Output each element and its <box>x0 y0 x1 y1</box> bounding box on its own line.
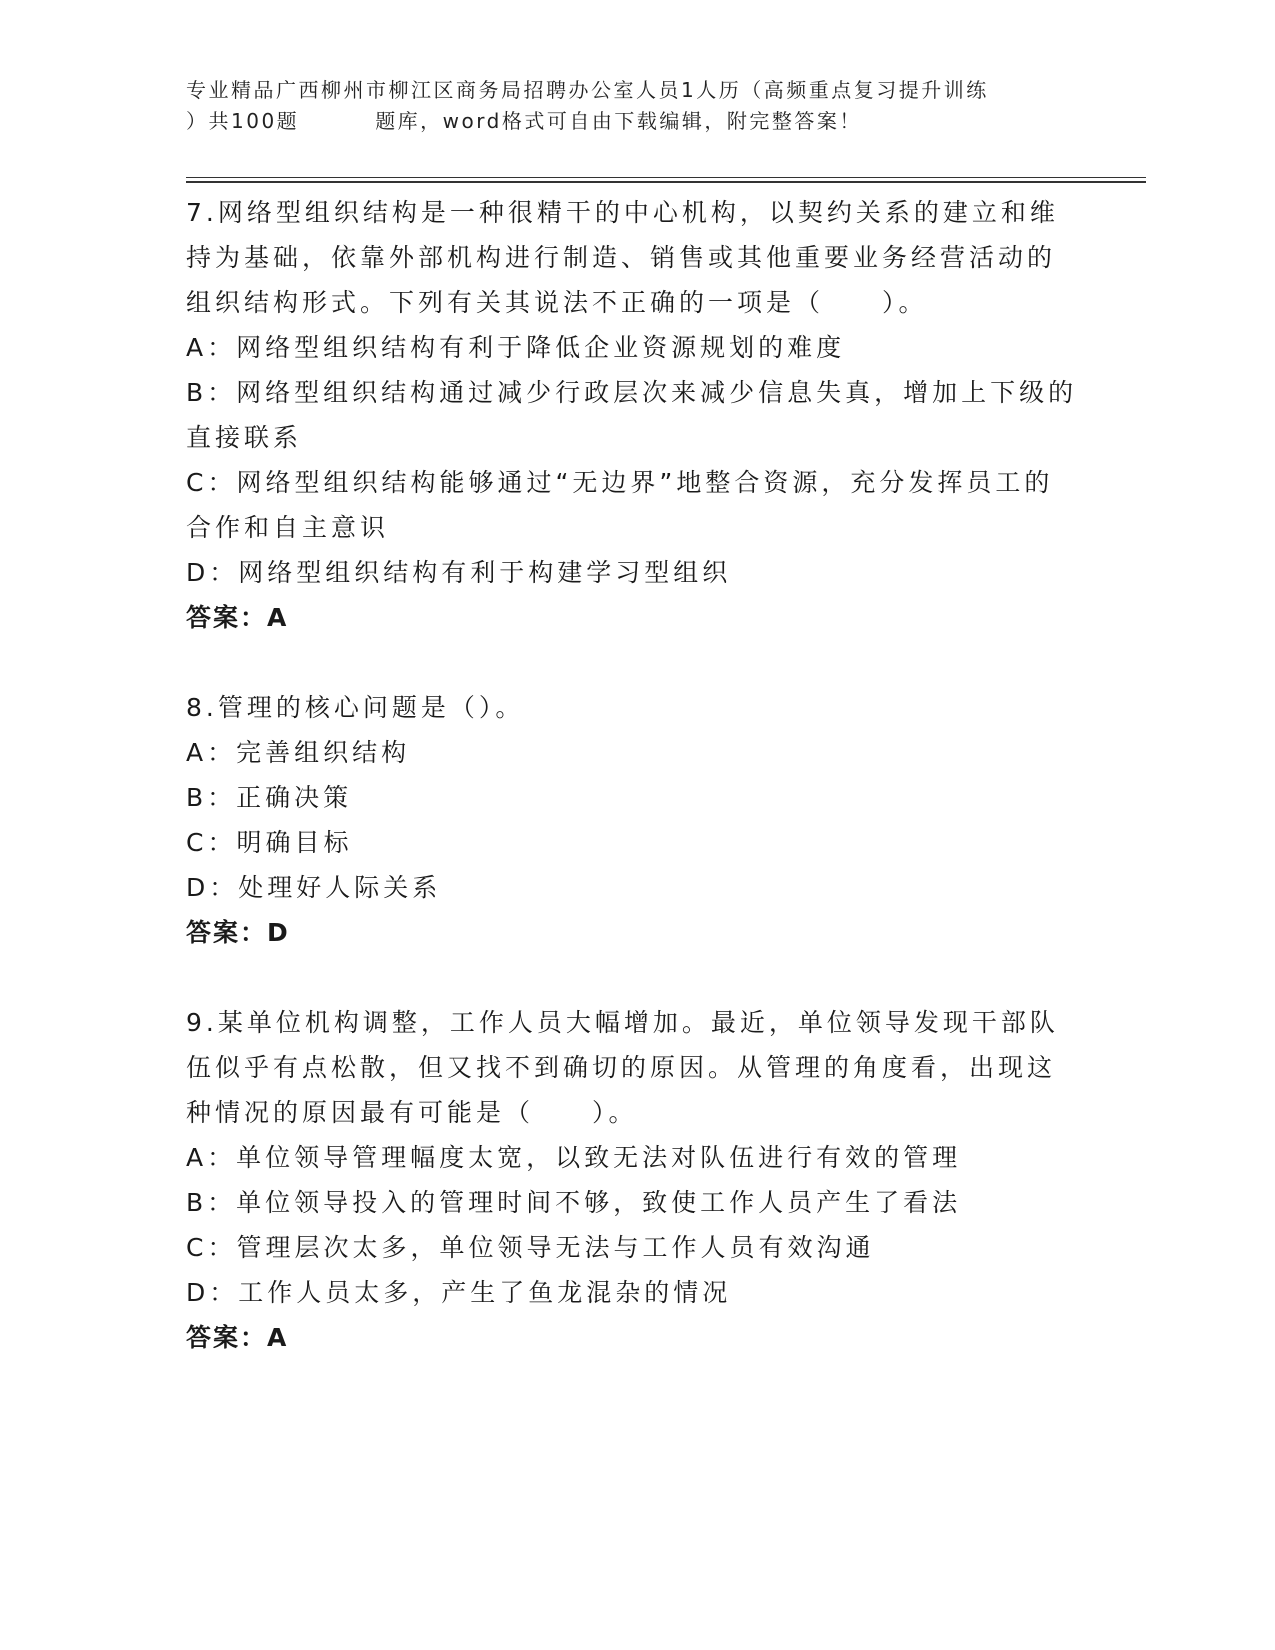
option-line: A：单位领导管理幅度太宽，以致无法对队伍进行有效的管理 <box>186 1143 962 1172</box>
question-9 <box>186 1000 1086 1360</box>
question-stem-line: 8.管理的核心问题是（）。 <box>186 693 525 722</box>
option-line: A：网络型组织结构有利于降低企业资源规划的难度 <box>186 333 846 362</box>
option-line: D：工作人员太多，产生了鱼龙混杂的情况 <box>186 1278 732 1307</box>
question-8 <box>186 685 1086 955</box>
question-7 <box>186 190 1086 640</box>
option-line: 直接联系 <box>186 423 303 452</box>
option-line: B：网络型组织结构通过减少行政层次来减少信息失真，增加上下级的 <box>186 378 1078 407</box>
option-line: C：明确目标 <box>186 828 353 857</box>
answer-label: 答案：D <box>186 918 290 947</box>
question-stem-line: 组织结构形式。下列有关其说法不正确的一项是（ ）。 <box>186 288 928 317</box>
option-line: C：管理层次太多，单位领导无法与工作人员有效沟通 <box>186 1233 875 1262</box>
option-line: D：网络型组织结构有利于构建学习型组织 <box>186 558 732 587</box>
header-line-1: 专业精品广西柳州市柳江区商务局招聘办公室人员1人历（高频重点复习提升训练 <box>186 78 989 102</box>
header-rule-thick <box>186 181 1146 183</box>
option-line: B：正确决策 <box>186 783 353 812</box>
question-list <box>186 190 1086 1360</box>
question-stem-line: 伍似乎有点松散，但又找不到确切的原因。从管理的角度看，出现这 <box>186 1053 1057 1082</box>
question-stem-line: 9.某单位机构调整，工作人员大幅增加。最近，单位领导发现干部队 <box>186 1008 1059 1037</box>
header-line-2 <box>186 106 1086 137</box>
option-line: 合作和自主意识 <box>186 513 390 542</box>
header-line-2-part-b: 题库，word格式可自由下载编辑，附完整答案！ <box>375 109 862 133</box>
option-line: D：处理好人际关系 <box>186 873 442 902</box>
option-line: C：网络型组织结构能够通过“无边界”地整合资源，充分发挥员工的 <box>186 468 1054 497</box>
header-line-2-part-a: ）共100题 <box>186 109 300 133</box>
option-line: B：单位领导投入的管理时间不够，致使工作人员产生了看法 <box>186 1188 962 1217</box>
question-stem-line: 持为基础，依靠外部机构进行制造、销售或其他重要业务经营活动的 <box>186 243 1057 272</box>
document-header <box>186 75 1086 137</box>
question-stem-line: 种情况的原因最有可能是（ ）。 <box>186 1098 638 1127</box>
header-rule-thin <box>186 177 1146 178</box>
option-line: A：完善组织结构 <box>186 738 411 767</box>
answer-label: 答案：A <box>186 603 289 632</box>
answer-label: 答案：A <box>186 1323 289 1352</box>
question-stem-line: 7.网络型组织结构是一种很精干的中心机构，以契约关系的建立和维 <box>186 198 1059 227</box>
